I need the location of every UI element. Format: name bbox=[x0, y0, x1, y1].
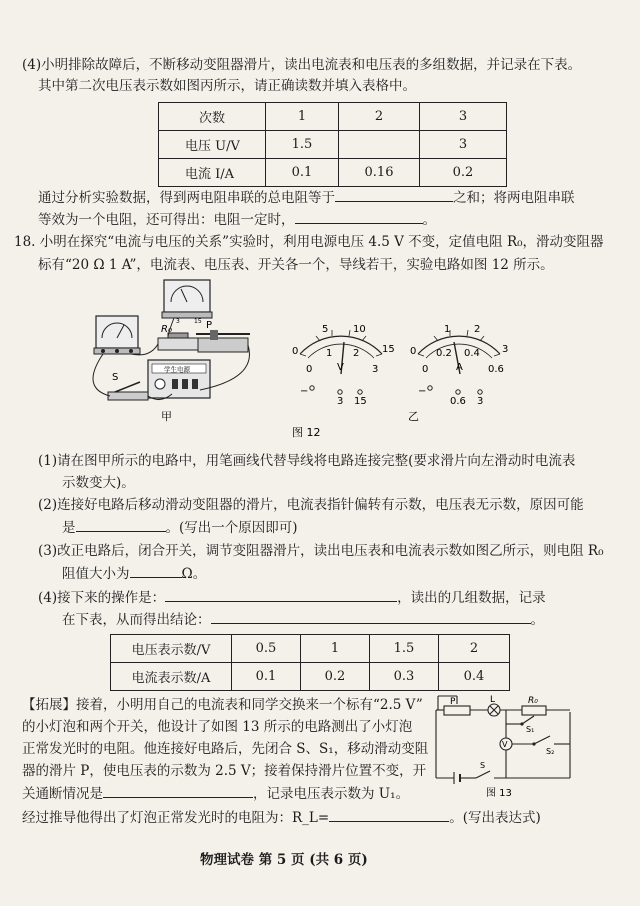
text: (4)接下来的操作是： bbox=[38, 590, 166, 606]
fig13-r0: R₀ bbox=[528, 696, 538, 706]
a-top-1: 1 bbox=[444, 324, 451, 335]
table-cell: 1.5 bbox=[266, 131, 339, 159]
table-row bbox=[159, 131, 507, 159]
text: ，读出的几组数据，记录 bbox=[397, 590, 546, 606]
a-unit: A bbox=[456, 362, 463, 373]
slide-rheostat bbox=[196, 320, 250, 352]
fig13-s1: S₁ bbox=[526, 725, 535, 734]
q18-p2-line2 bbox=[62, 518, 298, 538]
q17-p4-line2: 其中第二次电压表示数如图丙所示，请正确读数并填入表格中。 bbox=[38, 78, 416, 94]
q18-intro-line1: 18. 小明在探究“电流与电压的关系”实验时，利用电源电压 4.5 V 不变，定值电阻 R₀，滑动变阻器 bbox=[14, 234, 604, 250]
a-top-2: 2 bbox=[474, 324, 481, 335]
a-term-3: 3 bbox=[477, 396, 484, 407]
power-supply-label: 学生电源 bbox=[164, 365, 190, 374]
v-term-neg: − bbox=[300, 386, 309, 397]
q18-data-table bbox=[110, 634, 510, 691]
answer-blank[interactable] bbox=[211, 610, 531, 624]
text: 。(写出一个原因即可) bbox=[165, 520, 298, 536]
a-term-neg: − bbox=[418, 386, 427, 397]
table-cell: 0.1 bbox=[232, 663, 301, 691]
label-s: S bbox=[112, 372, 119, 383]
ext-line4: 器的滑片 P，使电压表的示数为 2.5 V；接着保持滑片位置不变，开 bbox=[22, 763, 427, 779]
ext-line3: 正常发光时的电阻。他连接好电路后，先闭合 S、S₁，移动滑动变阻 bbox=[22, 741, 429, 757]
ext-line2: 的小灯泡和两个开关，他设计了如图 13 所示的电路测出了小灯泡 bbox=[22, 719, 413, 735]
label-jia: 甲 bbox=[161, 410, 172, 423]
switch-s bbox=[108, 372, 148, 400]
ext-line5 bbox=[22, 784, 409, 804]
table-cell: 1 bbox=[301, 635, 370, 663]
svg-text:15: 15 bbox=[194, 318, 202, 325]
figure-13-caption: 图 13 bbox=[486, 788, 512, 799]
answer-blank[interactable] bbox=[103, 784, 253, 798]
text: 通过分析实验数据，得到两电阻串联的总电阻等于 bbox=[38, 190, 335, 206]
table-cell: 1 bbox=[266, 103, 339, 131]
q17-p4-line1: (4)小明排除故障后，不断移动变阻器滑片，读出电流表和电压表的多组数据，并记录在下表。 bbox=[22, 57, 582, 73]
text: 阻值大小为 bbox=[62, 566, 130, 582]
a-top-0: 0 bbox=[410, 346, 417, 357]
table-cell: 0.3 bbox=[370, 663, 439, 691]
text: 。 bbox=[530, 612, 544, 628]
text: 关通断情况是 bbox=[22, 786, 103, 802]
v-top-0: 0 bbox=[292, 346, 299, 357]
table-cell: 电压 U/V bbox=[159, 131, 266, 159]
v-bot-1: 1 bbox=[326, 348, 333, 359]
text: 经过推导他得出了灯泡正常发光时的电阻为：R_L= bbox=[22, 810, 330, 826]
svg-text:3: 3 bbox=[176, 318, 180, 325]
table-cell: 0.4 bbox=[439, 663, 510, 691]
table-cell: 3 bbox=[420, 131, 507, 159]
q17-conclusion-line2 bbox=[38, 210, 436, 230]
v-top-5: 5 bbox=[322, 324, 329, 335]
power-supply bbox=[148, 360, 210, 398]
table-cell: 电流 I/A bbox=[159, 159, 266, 187]
a-bot-02: 0.2 bbox=[436, 348, 452, 359]
fig13-s2: S₂ bbox=[546, 747, 555, 756]
page-footer: 物理试卷 第 5 页 (共 6 页) bbox=[200, 852, 368, 868]
a-bot-06: 0.6 bbox=[488, 364, 504, 375]
fig13-l: L bbox=[490, 695, 496, 705]
v-top-10: 10 bbox=[353, 324, 366, 335]
q17-conclusion-line1 bbox=[38, 188, 575, 208]
table-cell: 1.5 bbox=[370, 635, 439, 663]
ammeter-device bbox=[94, 316, 140, 354]
table-cell: 0.1 bbox=[266, 159, 339, 187]
answer-blank[interactable] bbox=[295, 210, 423, 224]
q18-p1-line1: (1)请在图甲所示的电路中，用笔画线代替导线将电路连接完整(要求滑片向左滑动时电流表 bbox=[38, 453, 576, 469]
fig13-p: P bbox=[450, 697, 456, 707]
a-bot-0: 0 bbox=[422, 364, 429, 375]
answer-blank[interactable] bbox=[335, 188, 453, 202]
table-cell: 2 bbox=[439, 635, 510, 663]
v-bot-2: 2 bbox=[353, 348, 360, 359]
table-row bbox=[111, 663, 510, 691]
v-term-3: 3 bbox=[337, 396, 344, 407]
text: 。 bbox=[422, 212, 436, 228]
text: ，记录电压表示数为 U₁。 bbox=[253, 786, 410, 802]
v-top-15: 15 bbox=[382, 344, 395, 355]
table-cell: 0.2 bbox=[420, 159, 507, 187]
table-cell: 0.2 bbox=[301, 663, 370, 691]
ammeter-dial bbox=[410, 324, 508, 407]
table-cell: 2 bbox=[339, 103, 420, 131]
text: 是 bbox=[62, 520, 76, 536]
table-cell: 电压表示数/V bbox=[111, 635, 232, 663]
label-p: P bbox=[206, 320, 213, 331]
fig13-s: S bbox=[480, 761, 486, 770]
table-cell: 0.16 bbox=[339, 159, 420, 187]
table-cell: 0.5 bbox=[232, 635, 301, 663]
voltmeter-device bbox=[162, 280, 212, 325]
resistor-r0 bbox=[158, 324, 198, 350]
text: 在下表，从而得出结论： bbox=[62, 612, 211, 628]
answer-blank[interactable] bbox=[165, 588, 397, 602]
v-bot-3: 3 bbox=[372, 364, 379, 375]
text: 等效为一个电阻，还可得出：电阻一定时， bbox=[38, 212, 295, 228]
q18-p3-line2 bbox=[62, 564, 206, 584]
v-bot-0: 0 bbox=[306, 364, 313, 375]
table-cell: 电流表示数/A bbox=[111, 663, 232, 691]
a-bot-04: 0.4 bbox=[464, 348, 480, 359]
v-unit: V bbox=[337, 362, 344, 373]
q18-p3-line1: (3)改正电路后，闭合开关，调节变阻器滑片，读出电压表和电流表示数如图乙所示，则电阻 R₀ bbox=[38, 543, 604, 559]
q18-p2-line1: (2)连接好电路后移动滑动变阻器的滑片，电流表指针偏转有示数，电压表无示数，原因可能 bbox=[38, 497, 584, 513]
text: Ω。 bbox=[181, 566, 207, 582]
voltmeter-dial bbox=[292, 324, 395, 407]
figure-12-caption: 图 12 bbox=[292, 426, 321, 439]
q18-p4-line1 bbox=[38, 588, 546, 608]
ext-line6 bbox=[22, 808, 541, 828]
v-term-15: 15 bbox=[354, 396, 367, 407]
table-row bbox=[111, 635, 510, 663]
q17-data-table bbox=[158, 102, 507, 187]
figure-12 bbox=[60, 278, 560, 440]
table-cell: 3 bbox=[420, 103, 507, 131]
a-term-06: 0.6 bbox=[450, 396, 466, 407]
a-top-3: 3 bbox=[502, 344, 509, 355]
fig13-v: V bbox=[502, 740, 508, 749]
label-r0: R₀ bbox=[161, 324, 172, 335]
answer-blank[interactable] bbox=[329, 808, 449, 822]
label-yi: 乙 bbox=[408, 410, 419, 423]
q18-intro-line2: 标有“20 Ω 1 A”，电流表、电压表、开关各一个，导线若干，实验电路如图 12 所示。 bbox=[38, 257, 554, 273]
table-cell: 次数 bbox=[159, 103, 266, 131]
answer-cell[interactable] bbox=[339, 131, 420, 159]
answer-blank[interactable] bbox=[76, 518, 166, 532]
answer-blank[interactable] bbox=[130, 564, 182, 578]
table-row bbox=[159, 103, 507, 131]
text: 。(写出表达式) bbox=[449, 810, 541, 826]
ext-line1: 【拓展】接着，小明用自己的电流表和同学交换来一个标有“2.5 V” bbox=[22, 697, 423, 713]
q18-p4-line2 bbox=[62, 610, 544, 630]
q18-p1-line2: 示数变大)。 bbox=[62, 475, 135, 491]
text: 之和；将两电阻串联 bbox=[453, 190, 575, 206]
figure-13 bbox=[430, 694, 580, 800]
table-row bbox=[159, 159, 507, 187]
